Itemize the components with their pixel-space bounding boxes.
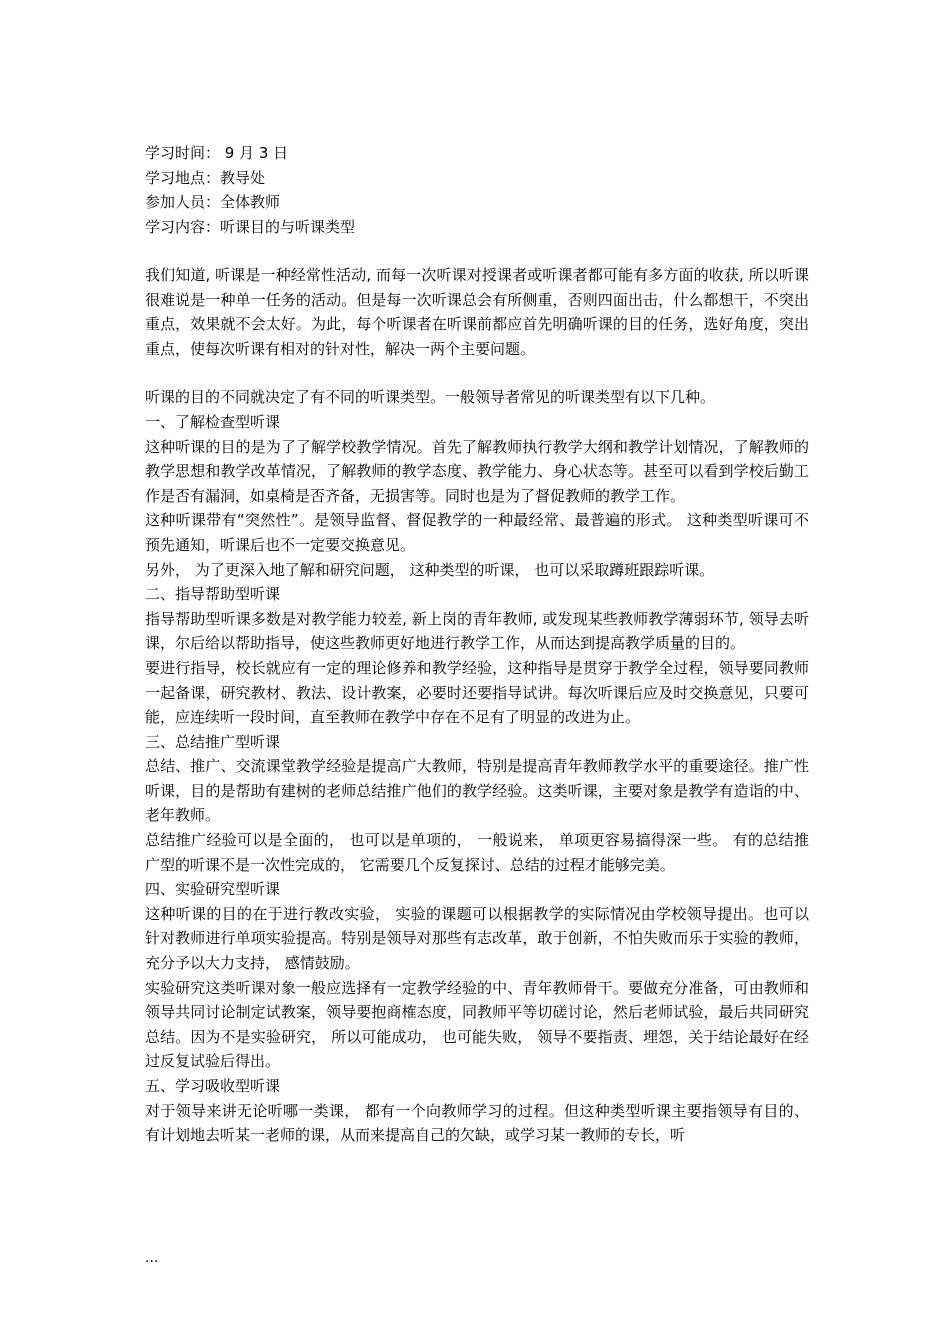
body-paragraph: 这种听课的目的在于进行教改实验， 实验的课题可以根据教学的实际情况由学校领导提出。也可以针对教师进行单项实验提高。特别是领导对那些有志改革，敢于创新，不怕失败而乐于实验的教师， 充分予以大力支持， 感情鼓励。 — [145, 904, 809, 973]
section-heading: 五、学习吸收型听课 — [145, 1077, 281, 1095]
section-heading: 一、了解检查型听课 — [145, 412, 281, 431]
meta-people: 参加人员：全体教师 — [145, 193, 281, 211]
section-heading: 四、实验研究型听课 — [145, 880, 281, 899]
section-heading: 二、指导帮助型听课 — [145, 585, 281, 604]
page-footer-ellipsis: ... — [145, 1250, 159, 1266]
body-paragraph: 这种听课的目的是为了了解学校教学情况。首先了解教师执行教学大纲和教学计划情况，了解教师的教学思想和教学改革情况，了解教师的教学态度、教学能力、身心状态等。甚至可以看到学校后勤工作是否有漏洞，如桌椅是否齐备，无损害等。同时也是为了督促教师的教学工作。 — [145, 437, 809, 505]
spacer — [145, 361, 809, 385]
meta-time: 学习时间： 9 月 3 日 — [145, 144, 289, 162]
body-paragraph: 对于领导来讲无论听哪一类课， 都有一个向教师学习的过程。但这种类型听课主要指领导有目的、有计划地去听某一老师的课，从而来提高自己的欠缺，或学习某一教师的专长，听 — [145, 1101, 809, 1145]
body-paragraph: 总结推广经验可以是全面的， 也可以是单项的， 一般说来， 单项更容易搞得深一些。 有的总结推广型的听课不是一次性完成的， 它需要几个反复探讨、总结的过程才能够完美。 — [145, 831, 809, 874]
document-body — [145, 141, 809, 1148]
section-heading: 三、总结推广型听课 — [145, 732, 281, 751]
body-paragraph: 指导帮助型听课多数是对教学能力较差, 新上岗的青年教师, 或发现某些教师教学薄弱环节, 领导去听课，尔后给以帮助指导，使这些教师更好地进行教学工作，从而达到提高教学质量的目的。 — [145, 609, 809, 653]
body-paragraph: 总结、推广、交流课堂教学经验是提高广大教师，特别是提高青年教师教学水平的重要途径。推广性听课，目的是帮助有建树的老师总结推广他们的教学经验。这类听课，主要对象是教学有造诣的中、老年教师。 — [145, 757, 809, 825]
body-paragraph: 实验研究这类听课对象一般应选择有一定教学经验的中、青年教师骨干。要做充分准备，可由教师和领导共同讨论制定试教案，领导要抱商榷态度，同教师平等切磋讨论，然后老师试验，最后共同研究总结。因为不是实验研究， 所以可能成功， 也可能失败， 领导不要指责、埋怨，关于结论最好在经过反复试验后得出。 — [145, 978, 809, 1071]
meta-content: 学习内容：听课目的与听课类型 — [145, 217, 356, 236]
body-paragraph: 这种听课带有“突然性”。是领导监督、督促教学的一种最经常、最普遍的形式。 这种类型听课可不预先通知，听课后也不一定要交换意见。 — [145, 511, 809, 554]
meta-place: 学习地点：教导处 — [145, 168, 266, 187]
lead-paragraph: 听课的目的不同就决定了有不同的听课类型。一般领导者常见的听课类型有以下几种。 — [145, 388, 716, 407]
spacer — [145, 239, 809, 263]
intro-paragraph: 我们知道, 听课是一种经常性活动, 而每一次听课对授课者或听课者都可能有多方面的收获, 所以听课很难说是一种单一任务的活动。但是每一次听课总会有所侧重，否则四面出击，什么都想干，不突出重点，效果就不会太好。为此，每个听课者在听课前都应首先明确听课的目的任务，选好角度，突出重点，使每次听课有相对的针对性，解决一两个主要问题。 — [145, 266, 809, 358]
body-paragraph: 另外， 为了更深入地了解和研究问题， 这种类型的听课， 也可以采取蹲班跟踪听课。 — [145, 560, 715, 579]
body-paragraph: 要进行指导，校长就应有一定的理论修养和教学经验，这种指导是贯穿于教学全过程，领导要同教师一起备课，研究教材、教法、设计教案，必要时还要指导试讲。每次听课后应及时交换意见，只要可能，应连续听一段时间，直至教师在教学中存在不足有了明显的改进为止。 — [145, 658, 809, 727]
